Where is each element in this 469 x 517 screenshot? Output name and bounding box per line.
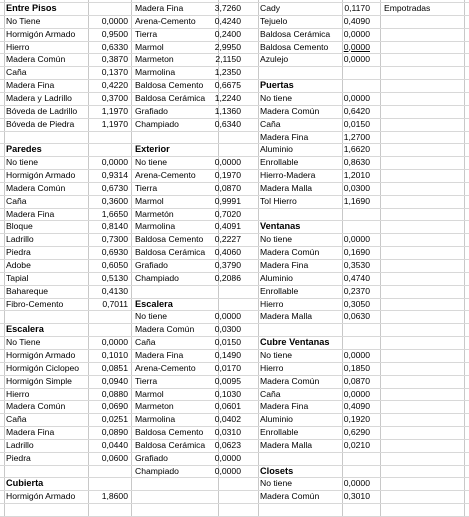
item-label: Marmolina [135, 414, 176, 425]
item-label: Marmeton [135, 401, 174, 412]
item-label: Baldosa Cerámica [135, 92, 206, 103]
item-label: Madera Común [260, 491, 320, 502]
item-value: 0,1490 [214, 349, 241, 360]
item-label: Tapial [6, 272, 29, 283]
item-value: 1,1970 [101, 118, 128, 129]
item-label: Baldosa Cerámica [260, 28, 331, 39]
item-value: 0,0600 [101, 452, 128, 463]
section-header: Paredes [6, 144, 42, 155]
item-value: 0,3050 [343, 298, 370, 309]
item-label: Arena-Cemento [135, 362, 196, 373]
item-label: Caña [6, 414, 27, 425]
item-label: Madera Fina [6, 208, 55, 219]
item-value: 0,0000 [214, 311, 241, 322]
item-value: 0,0000 [214, 157, 241, 168]
item-label: Madera Común [260, 247, 320, 258]
item-label: Enrollable [260, 427, 299, 438]
item-value: 0,7011 [102, 298, 128, 309]
item-value: 0,7300 [101, 234, 128, 245]
item-value: 0,0150 [343, 118, 370, 129]
section-header: Escalera [6, 324, 44, 335]
item-value: 0,0170 [214, 362, 241, 373]
item-value: 0,0210 [343, 439, 370, 450]
item-value: 0,0000 [343, 54, 370, 65]
item-value: 0,6420 [343, 105, 370, 116]
item-label: Fibro-Cemento [6, 298, 64, 309]
item-value: 0,0000 [214, 465, 241, 476]
item-label: Tol Hierro [260, 195, 297, 206]
section-header: Cubierta [6, 478, 44, 489]
item-label: Bloque [6, 221, 33, 232]
item-label: Tierra [135, 182, 158, 193]
item-value: 0,5130 [101, 272, 128, 283]
item-label: Hierro [6, 388, 30, 399]
item-label: No tiene [135, 311, 168, 322]
item-value: 0,0870 [343, 375, 370, 386]
item-label: Bahareque [6, 285, 49, 296]
section-header: Entre Pisos [6, 3, 57, 13]
item-label: Madera Común [6, 54, 66, 65]
item-value: 0,2370 [343, 285, 370, 296]
item-label: Hormigón Armado [6, 491, 76, 502]
item-label: Madera Fina [135, 349, 184, 360]
item-value: 0,2400 [214, 28, 241, 39]
item-label: Hormigón Ciclopeo [6, 362, 80, 373]
item-label: Ladrillo [6, 234, 34, 245]
item-label: Piedra [6, 452, 31, 463]
item-label: Madera Fina [260, 260, 309, 270]
section-header: Closets [260, 465, 294, 476]
item-label: Marmol [135, 41, 164, 52]
item-value: 0,0300 [214, 324, 241, 335]
section-header: Puertas [260, 80, 294, 91]
item-value: 0,6675 [214, 80, 241, 91]
item-value: 0,3530 [343, 260, 370, 270]
item-value: 0,6050 [101, 260, 128, 270]
item-value: 0,4091 [214, 221, 241, 232]
item-value: 0,1010 [101, 349, 128, 360]
item-value: 0,2227 [214, 234, 241, 245]
section-header: Ventanas [260, 221, 301, 232]
item-label: Marmol [135, 195, 164, 206]
item-label: No tiene [260, 234, 293, 245]
item-value: 0,9991 [214, 195, 241, 206]
item-value: 0,0000 [343, 349, 370, 360]
item-value: 0,1970 [214, 170, 241, 181]
grid-row-line [0, 503, 469, 504]
item-label: Hierro [260, 298, 284, 309]
item-label: Madera Fina [6, 80, 55, 91]
item-label: Aluminio [260, 414, 293, 425]
item-label: No Tiene [6, 15, 41, 26]
item-value: 3,7260 [214, 3, 241, 13]
item-label: Tejuelo [260, 15, 288, 26]
item-label: Madera Común [6, 182, 66, 193]
item-label: Marmeton [135, 54, 174, 65]
item-value: 0,6290 [343, 427, 370, 438]
item-value: 0,7020 [214, 208, 241, 219]
item-label: No tiene [260, 349, 293, 360]
item-value: 2,1150 [215, 54, 241, 65]
item-value: 0,6330 [101, 41, 128, 52]
item-value: 0,0890 [101, 427, 128, 438]
item-label: Piedra [6, 247, 31, 258]
item-value: 0,8630 [343, 157, 370, 168]
item-label: No tiene [135, 157, 168, 168]
item-label: Madera Malla [260, 311, 313, 322]
item-label: Hierro [260, 362, 284, 373]
item-label: Madera Común [260, 375, 320, 386]
item-value: 0,0095 [214, 375, 241, 386]
item-label: No tiene [260, 92, 293, 103]
item-value: 0,4090 [343, 15, 370, 26]
item-value: 0,4130 [101, 285, 128, 296]
item-label: Hierro-Madera [260, 170, 316, 181]
item-value: 0,4240 [214, 15, 241, 26]
item-label: Baldosa Cemento [135, 427, 204, 438]
item-label: Enrollable [260, 285, 299, 296]
item-label: Madera Fina [260, 131, 309, 142]
item-label: Madera Fina [135, 3, 184, 13]
item-label: Caña [6, 195, 27, 206]
item-label: Arena-Cemento [135, 15, 196, 26]
item-value: 0,0000 [343, 41, 370, 52]
item-value: 0,4220 [101, 80, 128, 91]
item-label: Madera Común [6, 401, 66, 412]
item-label: Madera Fina [260, 401, 309, 412]
item-value: 0,1850 [343, 362, 370, 373]
item-value: 1,6650 [101, 208, 128, 219]
item-value: 0,0000 [343, 28, 370, 39]
item-label: Madera Malla [260, 439, 313, 450]
item-value: 1,2240 [214, 92, 241, 103]
item-value: 0,0690 [101, 401, 128, 412]
item-value: 0,3700 [101, 92, 128, 103]
item-label: Bóveda de Ladrillo [6, 105, 78, 116]
item-label: Madera Común [260, 105, 320, 116]
item-value: 0,6340 [214, 118, 241, 129]
item-label: Grafiado [135, 260, 168, 270]
item-label: Baldosa Cerámica [135, 247, 206, 258]
item-label: Hormigón Armado [6, 28, 76, 39]
item-value: 0,3870 [101, 54, 128, 65]
item-label: Cady [260, 3, 281, 13]
item-label: Madera Común [135, 324, 195, 335]
item-label: Empotradas [384, 3, 431, 13]
item-value: 0,1920 [343, 414, 370, 425]
item-value: 1,1970 [101, 105, 128, 116]
item-value: 0,0000 [343, 478, 370, 489]
item-value: 1,2350 [214, 67, 241, 78]
item-value: 0,2086 [214, 272, 241, 283]
item-value: 0,0150 [214, 337, 241, 348]
item-label: Hormigón Armado [6, 349, 76, 360]
item-label: Grafiado [135, 452, 168, 463]
item-value: 0,4090 [343, 401, 370, 412]
item-label: Baldosa Cemento [135, 80, 204, 91]
item-value: 0,6730 [101, 182, 128, 193]
item-value: 0,0000 [214, 452, 241, 463]
item-label: Madera y Ladrillo [6, 92, 72, 103]
item-value: 0,6930 [101, 247, 128, 258]
item-value: 0,0440 [101, 439, 128, 450]
item-value: 0,0000 [101, 15, 128, 26]
item-label: Ladrillo [6, 439, 34, 450]
item-label: No tiene [260, 478, 293, 489]
item-value: 0,0940 [101, 375, 128, 386]
item-value: 0,9314 [101, 170, 128, 181]
item-label: No Tiene [6, 337, 41, 348]
item-label: Marmetón [135, 208, 174, 219]
item-value: 0,4740 [343, 272, 370, 283]
item-label: Grafiado [135, 105, 168, 116]
item-value: 0,0623 [214, 439, 241, 450]
item-value: 0,0000 [101, 157, 128, 168]
item-label: Madera Fina [6, 427, 55, 438]
item-label: Hormigón Simple [6, 375, 72, 386]
item-label: Caña [6, 67, 27, 78]
item-value: 0,1690 [343, 247, 370, 258]
item-value: 0,8140 [101, 221, 128, 232]
item-label: Aluminio [260, 144, 293, 155]
section-header: Cubre Ventanas [260, 337, 330, 348]
item-value: 0,0880 [101, 388, 128, 399]
item-value: 0,0000 [101, 337, 128, 348]
item-label: No tiene [6, 157, 39, 168]
item-label: Caña [135, 337, 156, 348]
item-label: Bóveda de Piedra [6, 118, 75, 129]
item-value: 1,2700 [343, 131, 370, 142]
item-value: 0,9500 [101, 28, 128, 39]
item-value: 0,1370 [101, 67, 128, 78]
item-value: 0,0300 [343, 182, 370, 193]
item-value: 1,8600 [101, 491, 128, 502]
item-value: 1,6620 [343, 144, 370, 155]
item-value: 0,1030 [214, 388, 241, 399]
item-label: Baldosa Cemento [135, 234, 204, 245]
item-label: Marmol [135, 388, 164, 399]
item-label: Champiado [135, 465, 179, 476]
item-label: Aluminio [260, 272, 293, 283]
item-value: 0,0851 [101, 362, 128, 373]
item-value: 0,0630 [343, 311, 370, 322]
item-value: 2,9950 [214, 41, 241, 52]
item-label: Tierra [135, 28, 158, 39]
item-label: Caña [260, 388, 281, 399]
item-label: Champiado [135, 272, 179, 283]
item-label: Hormigón Armado [6, 170, 76, 181]
item-label: Baldosa Cemento [260, 41, 329, 52]
item-value: 1,1690 [343, 195, 370, 206]
item-label: Madera Malla [260, 182, 313, 193]
item-value: 0,4060 [214, 247, 241, 258]
item-value: 0,0251 [101, 414, 128, 425]
item-label: Azulejo [260, 54, 289, 65]
item-value: 0,0000 [343, 234, 370, 245]
item-value: 0,1170 [344, 3, 370, 13]
item-label: Arena-Cemento [135, 170, 196, 181]
item-value: 0,3010 [343, 491, 370, 502]
section-header: Exterior [135, 144, 170, 155]
item-value: 0,3790 [214, 260, 241, 270]
item-label: Enrollable [260, 157, 299, 168]
item-label: Tierra [135, 375, 158, 386]
item-value: 0,0870 [214, 182, 241, 193]
item-value: 1,2010 [343, 170, 370, 181]
section-header: Escalera [135, 298, 173, 309]
item-value: 0,0000 [343, 92, 370, 103]
item-value: 0,0310 [214, 427, 241, 438]
grid-row-line [0, 131, 469, 132]
item-label: Baldosa Cerámica [135, 439, 206, 450]
item-label: Caña [260, 118, 281, 129]
item-label: Marmolina [135, 67, 176, 78]
item-label: Hierro [6, 41, 30, 52]
item-value: 0,0000 [343, 388, 370, 399]
item-label: Adobe [6, 260, 31, 270]
item-value: 0,0402 [214, 414, 241, 425]
item-value: 0,3600 [101, 195, 128, 206]
item-value: 1,1360 [214, 105, 241, 116]
item-value: 0,0601 [214, 401, 241, 412]
item-label: Marmolina [135, 221, 176, 232]
item-label: Champiado [135, 118, 179, 129]
